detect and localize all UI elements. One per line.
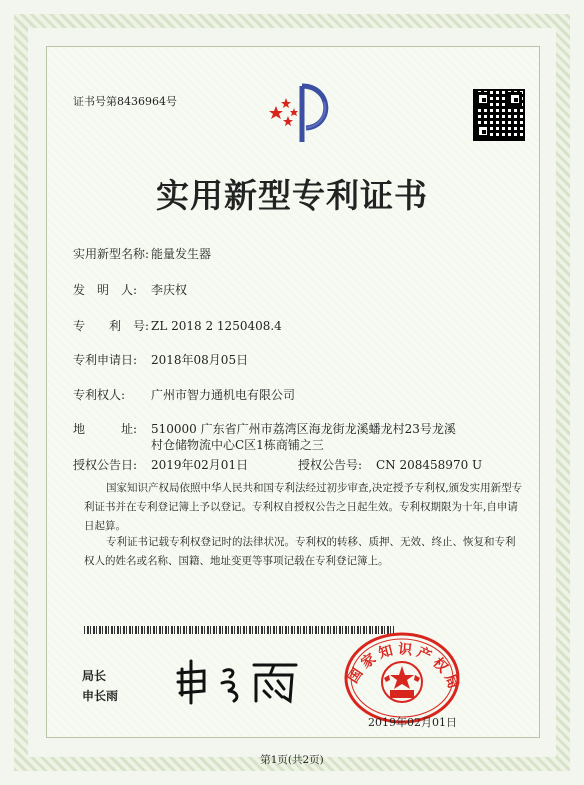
- field-grant-number: [298, 456, 482, 473]
- field-inventor: [73, 281, 187, 298]
- field-address-line2: [151, 436, 324, 453]
- qr-finder-icon: [476, 92, 490, 106]
- certificate-title: 实用新型专利证书: [156, 176, 428, 215]
- legal-status-statement: 专利证书记载专利权登记时的法律状况。专利权的转移、质押、无效、终止、恢复和专利权人的姓名或名称、国籍、地址变更等事项记载在专利登记簿上。: [84, 536, 516, 567]
- field-value: 广州市智力通机电有限公司: [151, 388, 296, 402]
- page-number: 第1页(共2页): [260, 754, 324, 766]
- field-label: 授权公告号:: [298, 458, 363, 472]
- qr-finder-icon: [476, 124, 490, 138]
- seal-text: 国家知识产权局: [345, 641, 463, 695]
- director-title: 局长: [82, 669, 107, 683]
- field-value: CN 208458970 U: [376, 458, 483, 472]
- field-value: ZL 2018 2 1250408.4: [151, 319, 282, 333]
- field-filing-date: [73, 351, 248, 368]
- field-value: 李庆权: [151, 283, 188, 297]
- field-patent-number: [73, 317, 282, 334]
- field-label: 发 明 人:: [73, 283, 138, 297]
- field-label: 地 址:: [73, 422, 138, 436]
- field-value: 村仓储物流中心C区1栋商铺之三: [151, 438, 324, 452]
- director-name: 申长雨: [82, 689, 119, 703]
- field-value: 510000 广东省广州市荔湾区海龙街龙溪蟠龙村23号龙溪: [151, 422, 456, 436]
- field-label: 实用新型名称:: [73, 247, 150, 261]
- qr-finder-icon: [508, 92, 522, 106]
- qr-code: [473, 89, 525, 141]
- grant-statement: 国家知识产权局依照中华人民共和国专利法经过初步审查,决定授予专利权,颁发实用新型专利证书并在专利登记簿上予以登记。专利权自授权公告之日起生效。专利权期限为十年,自申请日起算。: [84, 482, 523, 532]
- field-grant-date: [73, 456, 248, 473]
- seal-date: 2019年02月01日: [368, 716, 457, 729]
- field-value: 2018年08月05日: [151, 353, 249, 367]
- field-value: 能量发生器: [151, 247, 212, 261]
- director-signature-icon: [174, 657, 304, 707]
- field-value: 2019年02月01日: [151, 458, 249, 472]
- field-address: [73, 420, 456, 437]
- cnipa-logo-icon: [262, 80, 342, 146]
- field-label: 专 利 号:: [73, 319, 150, 333]
- field-label: 授权公告日:: [73, 458, 138, 472]
- field-label: 专利申请日:: [73, 353, 138, 367]
- field-label: 专利权人:: [73, 388, 126, 402]
- field-patentee: [73, 386, 295, 403]
- official-seal-icon: [340, 620, 464, 724]
- field-utility-model-name: [73, 245, 211, 262]
- certificate-number: 证书号第8436964号: [73, 95, 177, 108]
